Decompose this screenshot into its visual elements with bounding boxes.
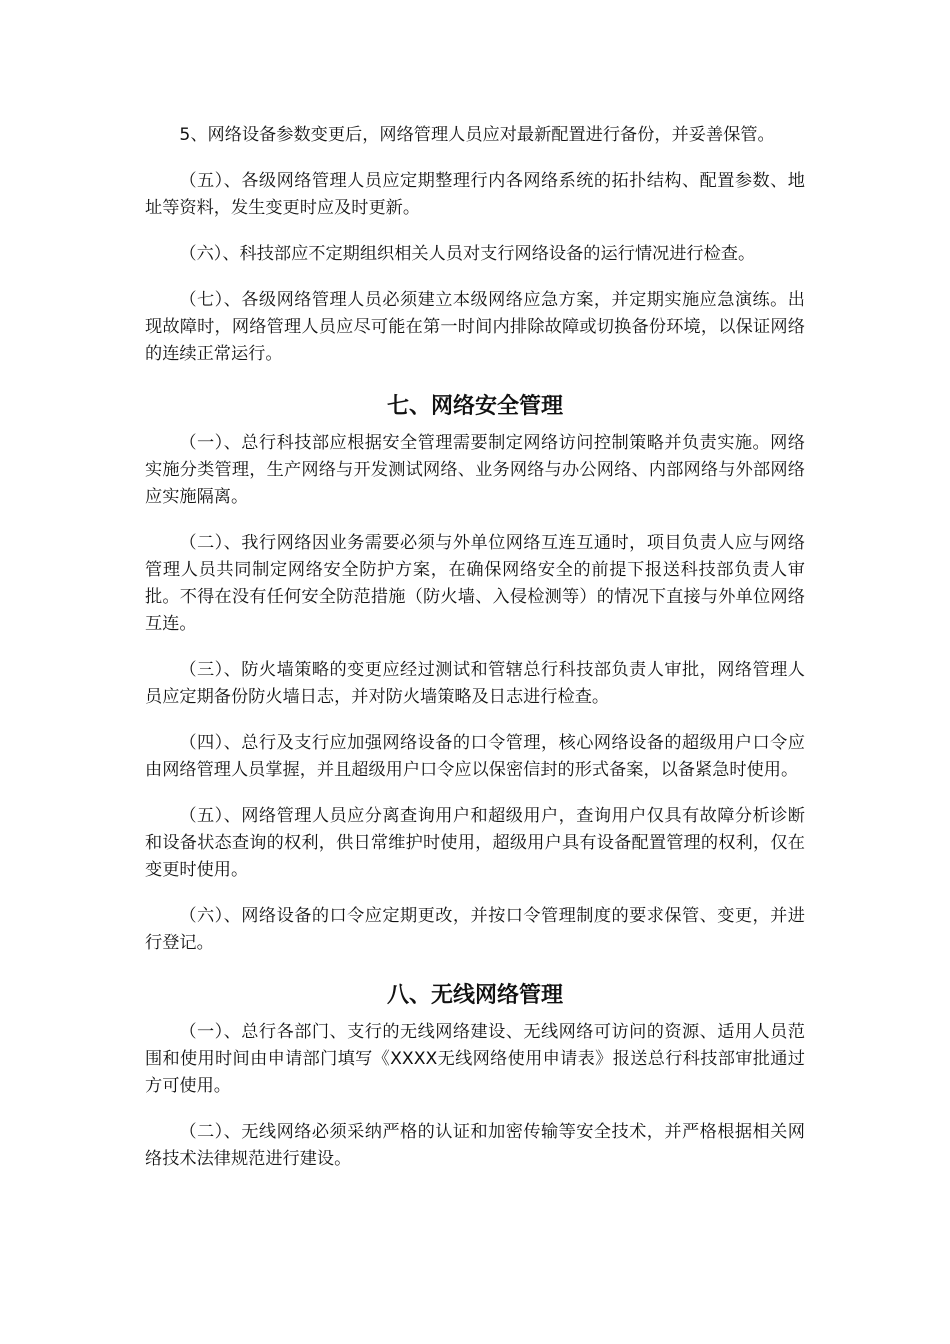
paragraph: （六）、科技部应不定期组织相关人员对支行网络设备的运行情况进行检查。 — [179, 244, 756, 264]
paragraph: （三）、防火墙策略的变更应经过测试和管辖总行科技部负责人审批，网络管理人员应定期备份防火墙日志，并对防火墙策略及日志进行检查。 — [145, 660, 805, 707]
paragraph: （二）、我行网络因业务需要必须与外单位网络互连互通时，项目负责人应与网络管理人员共同制定网络安全防护方案，在确保网络安全的前提下报送科技部负责人审批。不得在没有任何安全防范措施（防火墙、入侵检测等）的情况下直接与外单位网络互连。 — [145, 533, 805, 634]
paragraph: （五）、网络管理人员应分离查询用户和超级用户，查询用户仅具有故障分析诊断和设备状态查询的权利，供日常维护时使用，超级用户具有设备配置管理的权利，仅在变更时使用。 — [145, 806, 805, 880]
section-body-wireless-network — [145, 1019, 805, 1173]
paragraph: （六）、网络设备的口令应定期更改，并按口令管理制度的要求保管、变更，并进行登记。 — [145, 906, 805, 953]
paragraph: （一）、总行科技部应根据安全管理需要制定网络访问控制策略并负责实施。网络实施分类管理，生产网络与开发测试网络、业务网络与办公网络、内部网络与外部网络应实施隔离。 — [145, 433, 805, 507]
paragraph: （五）、各级网络管理人员应定期整理行内各网络系统的拓扑结构、配置参数、地址等资料，发生变更时应及时更新。 — [145, 171, 805, 218]
paragraph: （四）、总行及支行应加强网络设备的口令管理，核心网络设备的超级用户口令应由网络管理人员掌握，并且超级用户口令应以保密信封的形式备案，以备紧急时使用。 — [145, 733, 805, 780]
section-heading-network-security: 七、网络安全管理 — [386, 394, 563, 419]
section-heading-wireless-network: 八、无线网络管理 — [386, 983, 563, 1008]
paragraph: 5、网络设备参数变更后，网络管理人员应对最新配置进行备份，并妥善保管。 — [179, 125, 775, 145]
section-body-network-security — [145, 430, 805, 957]
paragraph: （二）、无线网络必须采纳严格的认证和加密传输等安全技术，并严格根据相关网络技术法律规范进行建设。 — [145, 1122, 805, 1169]
paragraph: （一）、总行各部门、支行的无线网络建设、无线网络可访问的资源、适用人员范围和使用时间由申请部门填写《XXXX无线网络使用申请表》报送总行科技部审批通过方可使用。 — [145, 1022, 805, 1096]
paragraph: （七）、各级网络管理人员必须建立本级网络应急方案，并定期实施应急演练。出现故障时，网络管理人员应尽可能在第一时间内排除故障或切换备份环境，以保证网络的连续正常运行。 — [145, 290, 805, 364]
